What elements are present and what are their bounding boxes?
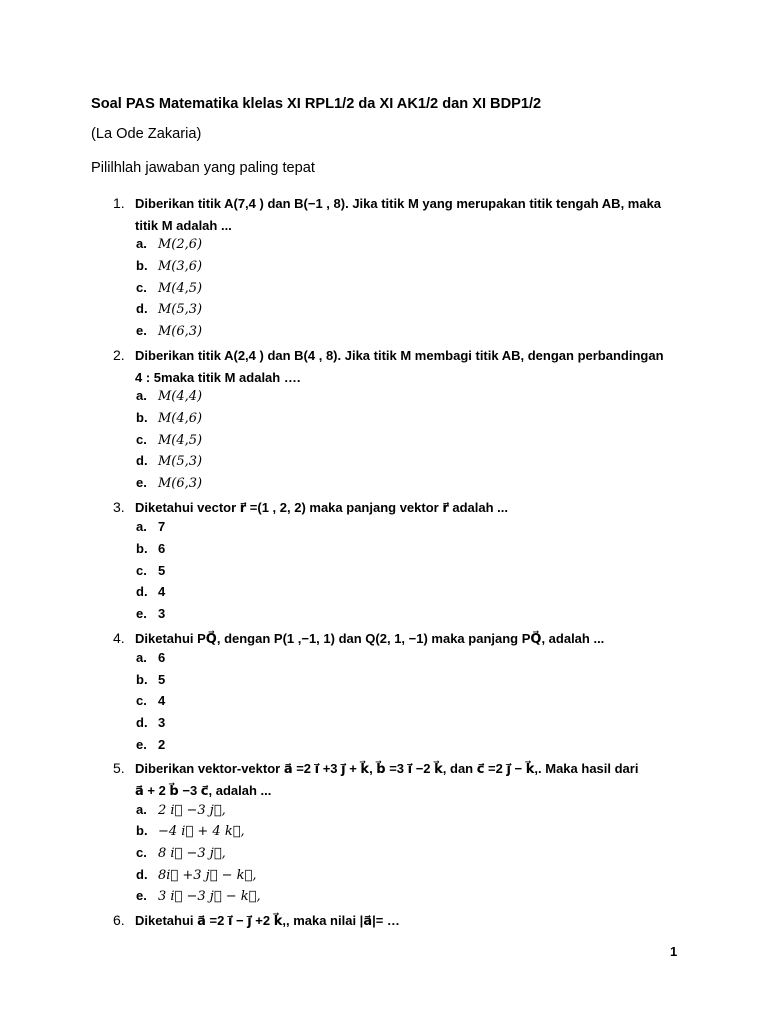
option-letter: e. [136,475,147,490]
option-value: 6 [158,650,166,665]
option-1b[interactable] [136,258,202,274]
option-5d[interactable] [136,867,256,883]
option-letter: c. [136,432,147,447]
option-letter: c. [136,563,147,578]
option-1c[interactable] [136,280,202,296]
option-value: M(3,6) [158,259,203,274]
option-1a[interactable] [136,236,202,252]
option-value: 3 [158,606,166,621]
option-3e[interactable] [136,606,165,621]
option-letter: a. [136,519,147,534]
page-number: 1 [670,944,678,959]
question-text [135,193,695,236]
option-letter: d. [136,453,148,468]
option-value: M(4,6) [158,411,203,426]
question-number: 5. [113,760,125,776]
option-2d[interactable] [136,453,202,469]
question-line: Diketahui PQ⃗, dengan P(1 ,−1, 1) dan Q(2, 1, −1) maka panjang PQ⃗, adalah ... [135,631,605,646]
option-letter: d. [136,715,148,730]
option-letter: c. [136,845,147,860]
question-text [135,628,695,650]
question-text [135,758,695,801]
option-value: 2 i⃗ −3 j⃗, [158,803,226,818]
option-value: 8i⃗ +3 j⃗ − k⃗, [158,868,257,883]
option-letter: e. [136,737,147,752]
question-line: Diketahui a⃗ =2 i⃗ − j⃗ +2 k⃗,, maka nilai |a⃗|= … [135,913,400,928]
option-value: M(6,3) [158,324,203,339]
question-number: 1. [113,195,125,211]
option-value: M(5,3) [158,454,203,469]
option-value: 4 [158,693,166,708]
option-letter: c. [136,280,147,295]
option-letter: d. [136,584,148,599]
question-number: 4. [113,630,125,646]
question-line: titik M adalah ... [135,217,232,233]
option-value: M(4,4) [158,389,203,404]
option-value: M(2,6) [158,237,203,252]
option-3d[interactable] [136,584,165,599]
question-number: 2. [113,347,125,363]
option-value: 5 [158,672,166,687]
option-5e[interactable] [136,888,261,904]
option-2c[interactable] [136,432,202,448]
option-letter: a. [136,388,147,403]
document-title: Soal PAS Matematika klelas XI RPL1/2 da XI AK1/2 dan XI BDP1/2 [91,96,542,112]
option-letter: a. [136,650,147,665]
option-1e[interactable] [136,323,202,339]
option-5c[interactable] [136,845,226,861]
question-number: 6. [113,912,125,928]
option-4c[interactable] [136,693,165,708]
option-5a[interactable] [136,802,226,818]
question-line: a⃗ + 2 b⃗ −3 c⃗, adalah ... [135,782,272,798]
option-5b[interactable] [136,823,245,839]
option-4d[interactable] [136,715,165,730]
option-4e[interactable] [136,737,165,752]
option-letter: b. [136,410,148,425]
option-4b[interactable] [136,672,165,687]
option-letter: d. [136,301,148,316]
instruction-text: Pililhlah jawaban yang paling tepat [91,160,315,176]
document-author: (La Ode Zakaria) [91,126,202,142]
question-line: Diberikan titik A(7,4 ) dan B(−1 , 8). Jika titik M yang merupakan titik tengah AB, maka [135,196,662,211]
option-value: M(5,3) [158,302,203,317]
option-letter: c. [136,693,147,708]
option-2b[interactable] [136,410,202,426]
option-3b[interactable] [136,541,165,556]
option-2e[interactable] [136,475,202,491]
option-1d[interactable] [136,301,202,317]
option-letter: e. [136,888,147,903]
option-value: 3 i⃗ −3 j⃗ − k⃗, [158,889,261,904]
question-number: 3. [113,499,125,515]
question-text [135,345,695,388]
option-letter: b. [136,258,148,273]
option-letter: b. [136,541,148,556]
option-value: M(4,5) [158,433,203,448]
option-4a[interactable] [136,650,165,665]
question-line: Diketahui vector r⃗ =(1 , 2, 2) maka panjang vektor r⃗ adalah ... [135,500,508,515]
option-value: 7 [158,519,166,534]
option-letter: d. [136,867,148,882]
option-value: M(6,3) [158,476,203,491]
option-letter: a. [136,236,147,251]
option-2a[interactable] [136,388,202,404]
option-value: 3 [158,715,166,730]
option-value: −4 i⃗ + 4 k⃗, [158,824,245,839]
option-letter: e. [136,323,147,338]
question-line: 4 : 5maka titik M adalah …. [135,369,301,385]
option-letter: b. [136,823,148,838]
question-text [135,910,695,932]
question-text [135,497,695,519]
option-letter: e. [136,606,147,621]
option-value: 2 [158,737,166,752]
option-value: 8 i⃗ −3 j⃗, [158,846,226,861]
option-letter: b. [136,672,148,687]
option-value: 4 [158,584,166,599]
option-value: 6 [158,541,166,556]
option-letter: a. [136,802,147,817]
question-line: Diberikan vektor-vektor a⃗ =2 i⃗ +3 j⃗ + k⃗, b⃗ =3 i⃗ −2 k⃗, dan c⃗ =2 j⃗ − k⃗,. Maka hasil dari [135,761,639,776]
option-value: M(4,5) [158,281,203,296]
question-line: Diberikan titik A(2,4 ) dan B(4 , 8). Jika titik M membagi titik AB, dengan perbandingan [135,348,664,363]
option-value: 5 [158,563,166,578]
option-3a[interactable] [136,519,165,534]
option-3c[interactable] [136,563,165,578]
